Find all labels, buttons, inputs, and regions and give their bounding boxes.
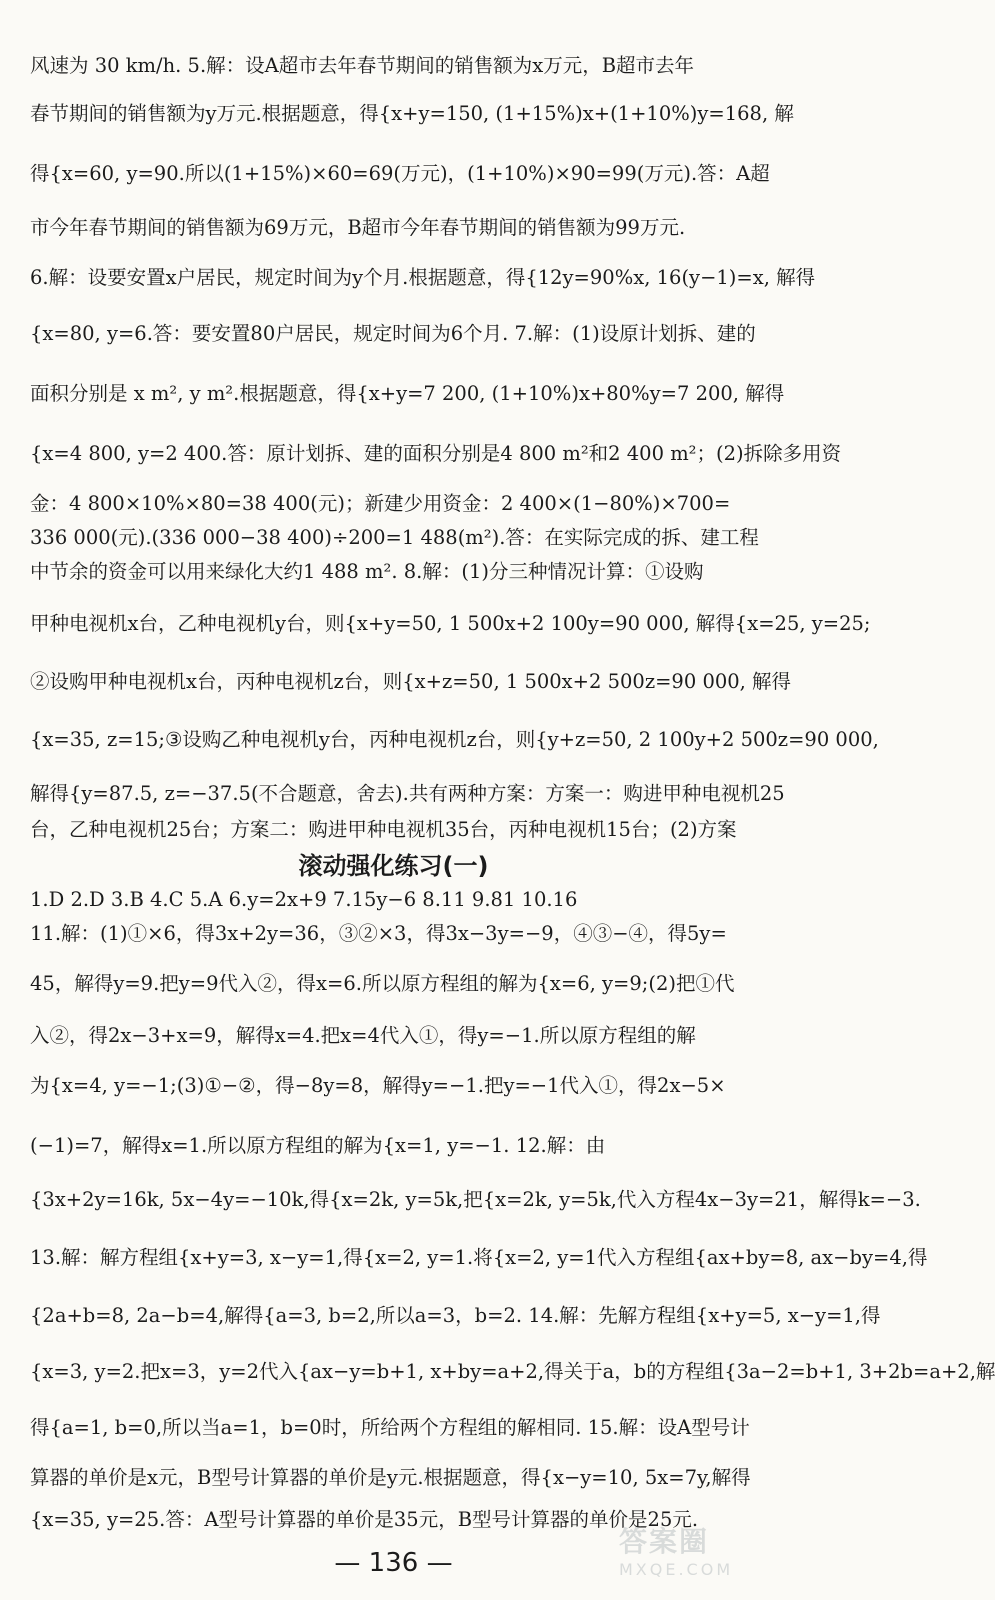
watermark-text: 答案圈 — [619, 1525, 710, 1558]
text-line: 解得{y=87.5, z=−37.5(不合题意，舍去).共有两种方案：方案一：购进甲种电视机25 — [30, 782, 785, 805]
text-line: 13.解：解方程组{x+y=3, x−y=1,得{x=2, y=1.将{x=2, y=1代入方程组{ax+by=8, ax−by=4,得 — [30, 1246, 928, 1269]
text-line: 45，解得y=9.把y=9代入②，得x=6.所以原方程组的解为{x=6, y=9;(2)把①代 — [30, 972, 735, 995]
text-line: 台，乙种电视机25台；方案二：购进甲种电视机35台，丙种电视机15台；(2)方案 — [30, 818, 737, 841]
text-line: 春节期间的销售额为y万元.根据题意，得{x+y=150, (1+15%)x+(1+10%)y=168, 解 — [30, 102, 794, 125]
text-line: 算器的单价是x元，B型号计算器的单价是y元.根据题意，得{x−y=10, 5x=7y,解得 — [30, 1466, 751, 1489]
text-line: 为{x=4, y=−1;(3)①−②，得−8y=8，解得y=−1.把y=−1代入①，得2x−5× — [30, 1074, 726, 1097]
text-line: ②设购甲种电视机x台，丙种电视机z台，则{x+z=50, 1 500x+2 500z=90 000, 解得 — [30, 670, 792, 693]
text-line: 入②，得2x−3+x=9，解得x=4.把x=4代入①，得y=−1.所以原方程组的解 — [30, 1024, 696, 1047]
text-line: 风速为 30 km/h. 5.解：设A超市去年春节期间的销售额为x万元，B超市去年 — [30, 54, 695, 77]
watermark-url: MXQE.COM — [619, 1560, 734, 1579]
text-line: {x=35, z=15;③设购乙种电视机y台，丙种电视机z台，则{y+z=50, 2 100y+2 500z=90 000, — [30, 728, 879, 751]
text-line: 面积分别是 x m², y m².根据题意，得{x+y=7 200, (1+10%)x+80%y=7 200, 解得 — [30, 382, 785, 405]
text-line: {2a+b=8, 2a−b=4,解得{a=3, b=2,所以a=3，b=2. 14.解：先解方程组{x+y=5, x−y=1,得 — [30, 1304, 881, 1327]
text-line: {x=35, y=25.答：A型号计算器的单价是35元，B型号计算器的单价是25元. — [30, 1508, 699, 1531]
text-line: (−1)=7，解得x=1.所以原方程组的解为{x=1, y=−1. 12.解：由 — [30, 1134, 606, 1157]
text-line: {x=3, y=2.把x=3，y=2代入{ax−y=b+1, x+by=a+2,得关于a，b的方程组{3a−2=b+1, 3+2b=a+2,解 — [30, 1360, 995, 1383]
section-title: 滚动强化练习(一) — [298, 852, 489, 880]
text-line: 中节余的资金可以用来绿化大约1 488 m². 8.解：(1)分三种情况计算：①设购 — [30, 560, 704, 583]
text-line: 金：4 800×10%×80=38 400(元)；新建少用资金：2 400×(1−80%)×700= — [30, 492, 731, 515]
text-line: {3x+2y=16k, 5x−4y=−10k,得{x=2k, y=5k,把{x=2k, y=5k,代入方程4x−3y=21，解得k=−3. — [30, 1188, 921, 1211]
text-line: {x=80, y=6.答：要安置80户居民，规定时间为6个月. 7.解：(1)设原计划拆、建的 — [30, 322, 756, 345]
watermark-logo — [619, 1520, 769, 1590]
text-line: 11.解：(1)①×6，得3x+2y=36，③②×3，得3x−3y=−9，④③−④，得5y= — [30, 922, 727, 945]
text-line: 得{x=60, y=90.所以(1+15%)×60=69(万元)，(1+10%)×90=99(万元).答：A超 — [30, 162, 770, 185]
text-line: 1.D 2.D 3.B 4.C 5.A 6.y=2x+9 7.15y−6 8.11 9.81 10.16 — [30, 888, 578, 911]
text-line: 市今年春节期间的销售额为69万元，B超市今年春节期间的销售额为99万元. — [30, 216, 686, 239]
text-line: 6.解：设要安置x户居民，规定时间为y个月.根据题意，得{12y=90%x, 16(y−1)=x, 解得 — [30, 266, 816, 289]
text-line: 甲种电视机x台，乙种电视机y台，则{x+y=50, 1 500x+2 100y=90 000, 解得{x=25, y=25; — [30, 612, 871, 635]
page-number: — 136 — — [334, 1548, 453, 1578]
text-line: {x=4 800, y=2 400.答：原计划拆、建的面积分别是4 800 m²和2 400 m²；(2)拆除多用资 — [30, 442, 842, 465]
text-line: 得{a=1, b=0,所以当a=1，b=0时，所给两个方程组的解相同. 15.解：设A型号计 — [30, 1416, 750, 1439]
text-line: 336 000(元).(336 000−38 400)÷200=1 488(m²).答：在实际完成的拆、建工程 — [30, 526, 759, 549]
